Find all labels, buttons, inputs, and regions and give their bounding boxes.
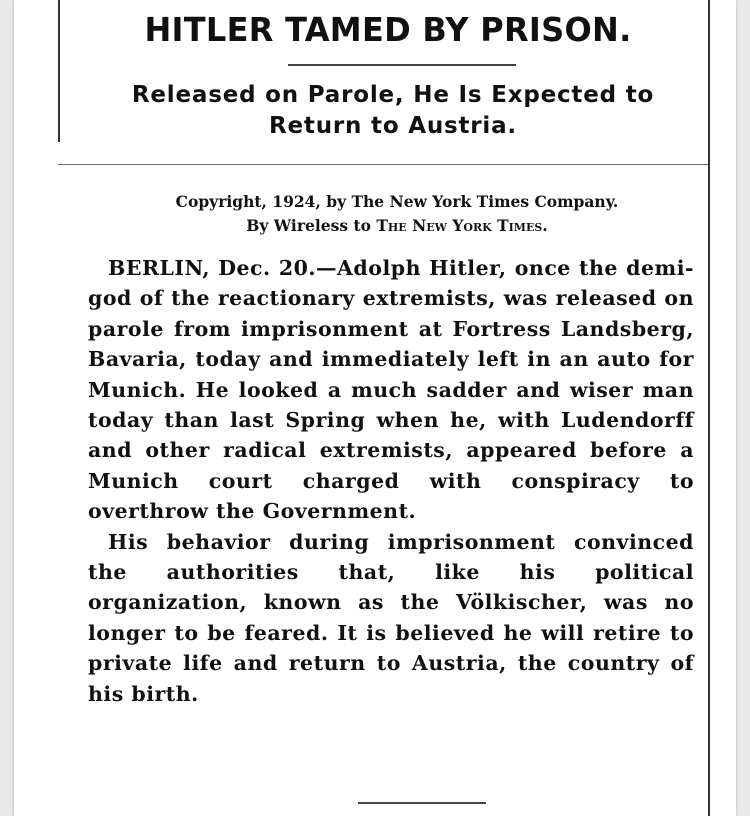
newspaper-clipping bbox=[58, 0, 710, 816]
section-divider bbox=[58, 164, 708, 165]
page-frame bbox=[14, 0, 736, 816]
column-rule-right bbox=[708, 0, 710, 816]
wireless-source: The New York Times. bbox=[376, 216, 548, 235]
wireless-line bbox=[82, 214, 712, 238]
dateline: BERLIN, Dec. 20. bbox=[108, 256, 317, 280]
subheadline: Released on Parole, He Is Expected to Return to Austria. bbox=[131, 82, 655, 139]
headline-divider bbox=[288, 64, 516, 66]
copyright-line: Copyright, 1924, by The New York Times Company. bbox=[175, 192, 619, 211]
credit-block bbox=[82, 190, 712, 238]
column-rule-left bbox=[58, 0, 60, 142]
paragraph-2: His behavior during imprisonment convinced the authorities that, like his political organization, known as the Völkischer, was no longer to be feared. It is believed he will retire to private life and return to Austria, the country of his birth. bbox=[88, 529, 694, 706]
headline: HITLER TAMED BY PRISON. bbox=[144, 10, 632, 49]
end-divider bbox=[358, 802, 486, 804]
article-body bbox=[88, 253, 694, 709]
paragraph-1-text: —Adolph Hitler, once the demi-god of the reactionary extremists, was released on parole from imprisonment at Fortress Landsberg, Bavaria, today and immediately left in an auto for Munich. He looked a much sadder and wiser man today than last Spring when he, with Ludendorff and other radical extremists, appeared before a Munich court charged with conspiracy to overthrow the Government. bbox=[88, 256, 694, 524]
paragraph-1 bbox=[88, 253, 694, 527]
wireless-prefix: By Wireless to bbox=[246, 216, 371, 235]
